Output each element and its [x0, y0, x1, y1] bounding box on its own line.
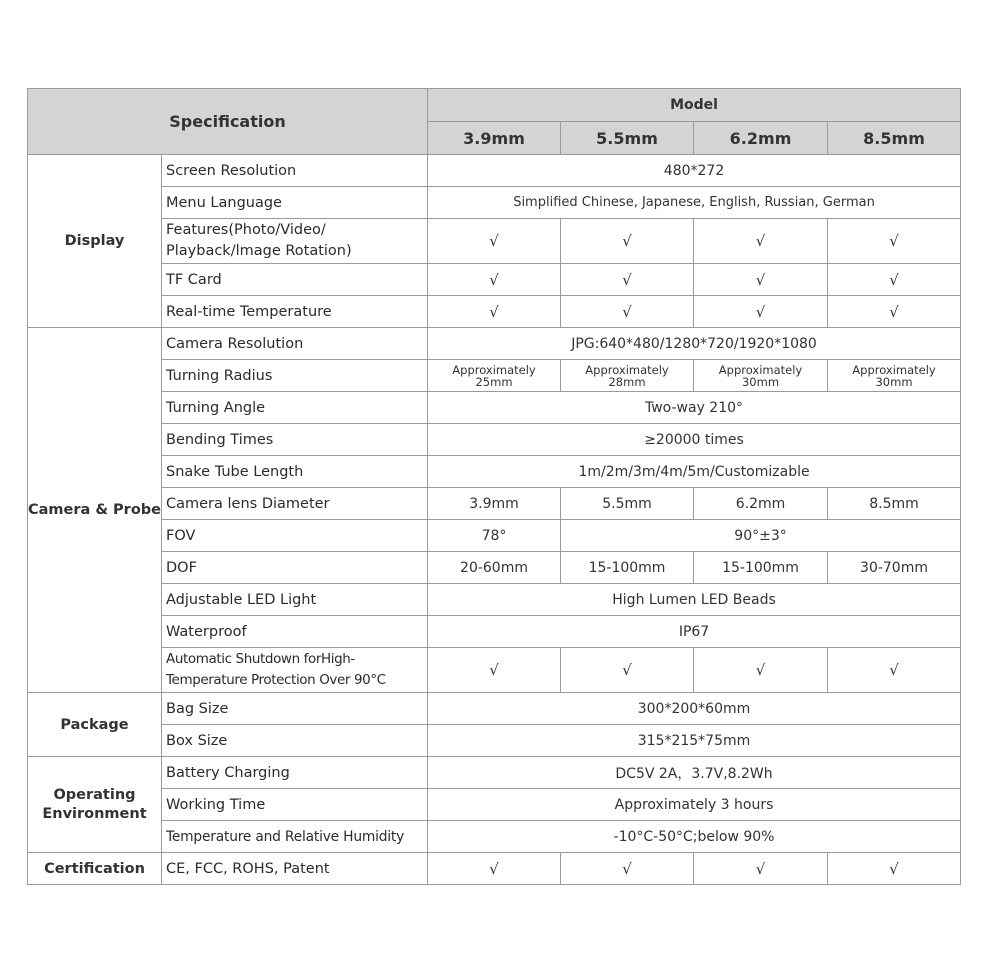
- category-certification: Certification: [28, 853, 162, 885]
- check-mark: √: [428, 296, 561, 328]
- model-size-header: 6.2mm: [694, 122, 828, 155]
- category-package: Package: [28, 693, 162, 757]
- table-row: [28, 725, 961, 757]
- spec-value: 20-60mm: [428, 552, 561, 584]
- check-mark: √: [561, 853, 694, 885]
- spec-value: Approximately 3 hours: [428, 789, 961, 821]
- spec-label: Working Time: [162, 789, 428, 821]
- spec-value: 15-100mm: [694, 552, 828, 584]
- check-mark: √: [561, 219, 694, 264]
- spec-label: Temperature and Relative Humidity: [162, 821, 428, 853]
- spec-label: Turning Angle: [162, 392, 428, 424]
- check-mark: √: [561, 648, 694, 693]
- check-mark: √: [828, 853, 961, 885]
- spec-value: 78°: [428, 520, 561, 552]
- radius-text: 28mm: [608, 374, 646, 389]
- spec-value: 480*272: [428, 155, 961, 187]
- check-mark: √: [561, 296, 694, 328]
- check-mark: √: [561, 264, 694, 296]
- table-row: [28, 520, 961, 552]
- table-row: [28, 853, 961, 885]
- model-size-header: 3.9mm: [428, 122, 561, 155]
- spec-value: 6.2mm: [694, 488, 828, 520]
- turning-radius-value: [694, 360, 828, 392]
- table-row: [28, 264, 961, 296]
- check-mark: √: [428, 219, 561, 264]
- spec-label: CE, FCC, ROHS, Patent: [162, 853, 428, 885]
- table-row: [28, 552, 961, 584]
- spec-value: ≥20000 times: [428, 424, 961, 456]
- table-row: [28, 219, 961, 264]
- spec-value: 3.9mm: [428, 488, 561, 520]
- table-row: [28, 488, 961, 520]
- spec-label: Features(Photo/Video/ Playback/lmage Rotation): [162, 219, 428, 264]
- specification-table: [27, 88, 961, 885]
- check-mark: √: [694, 264, 828, 296]
- table-row: [28, 328, 961, 360]
- table-row: [28, 648, 961, 693]
- radius-text: 30mm: [741, 374, 780, 389]
- spec-value: -10°C-50°C;below 90%: [428, 821, 961, 853]
- spec-label: Automatic Shutdown forHigh-Temperature Protection Over 90°C: [162, 648, 428, 693]
- table-row: [28, 789, 961, 821]
- check-mark: √: [694, 853, 828, 885]
- spec-label: Waterproof: [162, 616, 428, 648]
- turning-radius-value: [828, 360, 961, 392]
- check-mark: √: [694, 648, 828, 693]
- table-row: [28, 360, 961, 392]
- table-row: [28, 424, 961, 456]
- spec-value: DC5V 2A，3.7V,8.2Wh: [428, 757, 961, 789]
- check-mark: √: [428, 853, 561, 885]
- table-row: [28, 296, 961, 328]
- table-row: [28, 187, 961, 219]
- approx-text: Approximately: [585, 362, 669, 377]
- model-header: Model: [428, 89, 961, 122]
- spec-label: FOV: [162, 520, 428, 552]
- table-row: [28, 155, 961, 187]
- check-mark: √: [694, 296, 828, 328]
- spec-label: Menu Language: [162, 187, 428, 219]
- check-mark: √: [828, 219, 961, 264]
- table-row: [28, 456, 961, 488]
- spec-value: 30-70mm: [828, 552, 961, 584]
- spec-label: TF Card: [162, 264, 428, 296]
- spec-label: Battery Charging: [162, 757, 428, 789]
- spec-value: 300*200*60mm: [428, 693, 961, 725]
- spec-value: 15-100mm: [561, 552, 694, 584]
- turning-radius-value: [561, 360, 694, 392]
- turning-radius-value: [428, 360, 561, 392]
- table-row: [28, 821, 961, 853]
- spec-value: Two-way 210°: [428, 392, 961, 424]
- approx-text: Approximately: [718, 362, 803, 377]
- table-row: [28, 392, 961, 424]
- spec-value: High Lumen LED Beads: [428, 584, 961, 616]
- model-size-header: 5.5mm: [561, 122, 694, 155]
- spec-label: Bending Times: [162, 424, 428, 456]
- spec-label: DOF: [162, 552, 428, 584]
- spec-value: 315*215*75mm: [428, 725, 961, 757]
- radius-text: 25mm: [475, 374, 513, 389]
- spec-label: Real-time Temperature: [162, 296, 428, 328]
- category-camera-probe: Camera & Probe: [28, 328, 162, 693]
- check-mark: √: [828, 296, 961, 328]
- spec-value: Simplified Chinese, Japanese, English, Russian, German: [428, 187, 961, 219]
- table-row: [28, 584, 961, 616]
- radius-text: 30mm: [875, 374, 913, 389]
- check-mark: √: [428, 648, 561, 693]
- specification-header: Specification: [28, 89, 428, 155]
- spec-label: Turning Radius: [162, 360, 428, 392]
- category-display: Display: [28, 155, 162, 328]
- spec-label: Camera lens Diameter: [162, 488, 428, 520]
- spec-label: Camera Resolution: [162, 328, 428, 360]
- table-row: [28, 616, 961, 648]
- spec-value: 8.5mm: [828, 488, 961, 520]
- category-operating-environment: Operating Environment: [28, 757, 162, 853]
- check-mark: √: [828, 264, 961, 296]
- approx-text: Approximately: [852, 362, 936, 377]
- spec-value: 90°±3°: [561, 520, 961, 552]
- spec-value: IP67: [428, 616, 961, 648]
- spec-value: 1m/2m/3m/4m/5m/Customizable: [428, 456, 961, 488]
- check-mark: √: [828, 648, 961, 693]
- spec-label: Snake Tube Length: [162, 456, 428, 488]
- spec-value: 5.5mm: [561, 488, 694, 520]
- table-row: [28, 693, 961, 725]
- approx-text: Approximately: [452, 362, 536, 377]
- table-row: [28, 757, 961, 789]
- spec-label: Bag Size: [162, 693, 428, 725]
- spec-value: JPG:640*480/1280*720/1920*1080: [428, 328, 961, 360]
- check-mark: √: [694, 219, 828, 264]
- check-mark: √: [428, 264, 561, 296]
- spec-label: Screen Resolution: [162, 155, 428, 187]
- spec-label: Box Size: [162, 725, 428, 757]
- spec-label: Adjustable LED Light: [162, 584, 428, 616]
- model-size-header: 8.5mm: [828, 122, 961, 155]
